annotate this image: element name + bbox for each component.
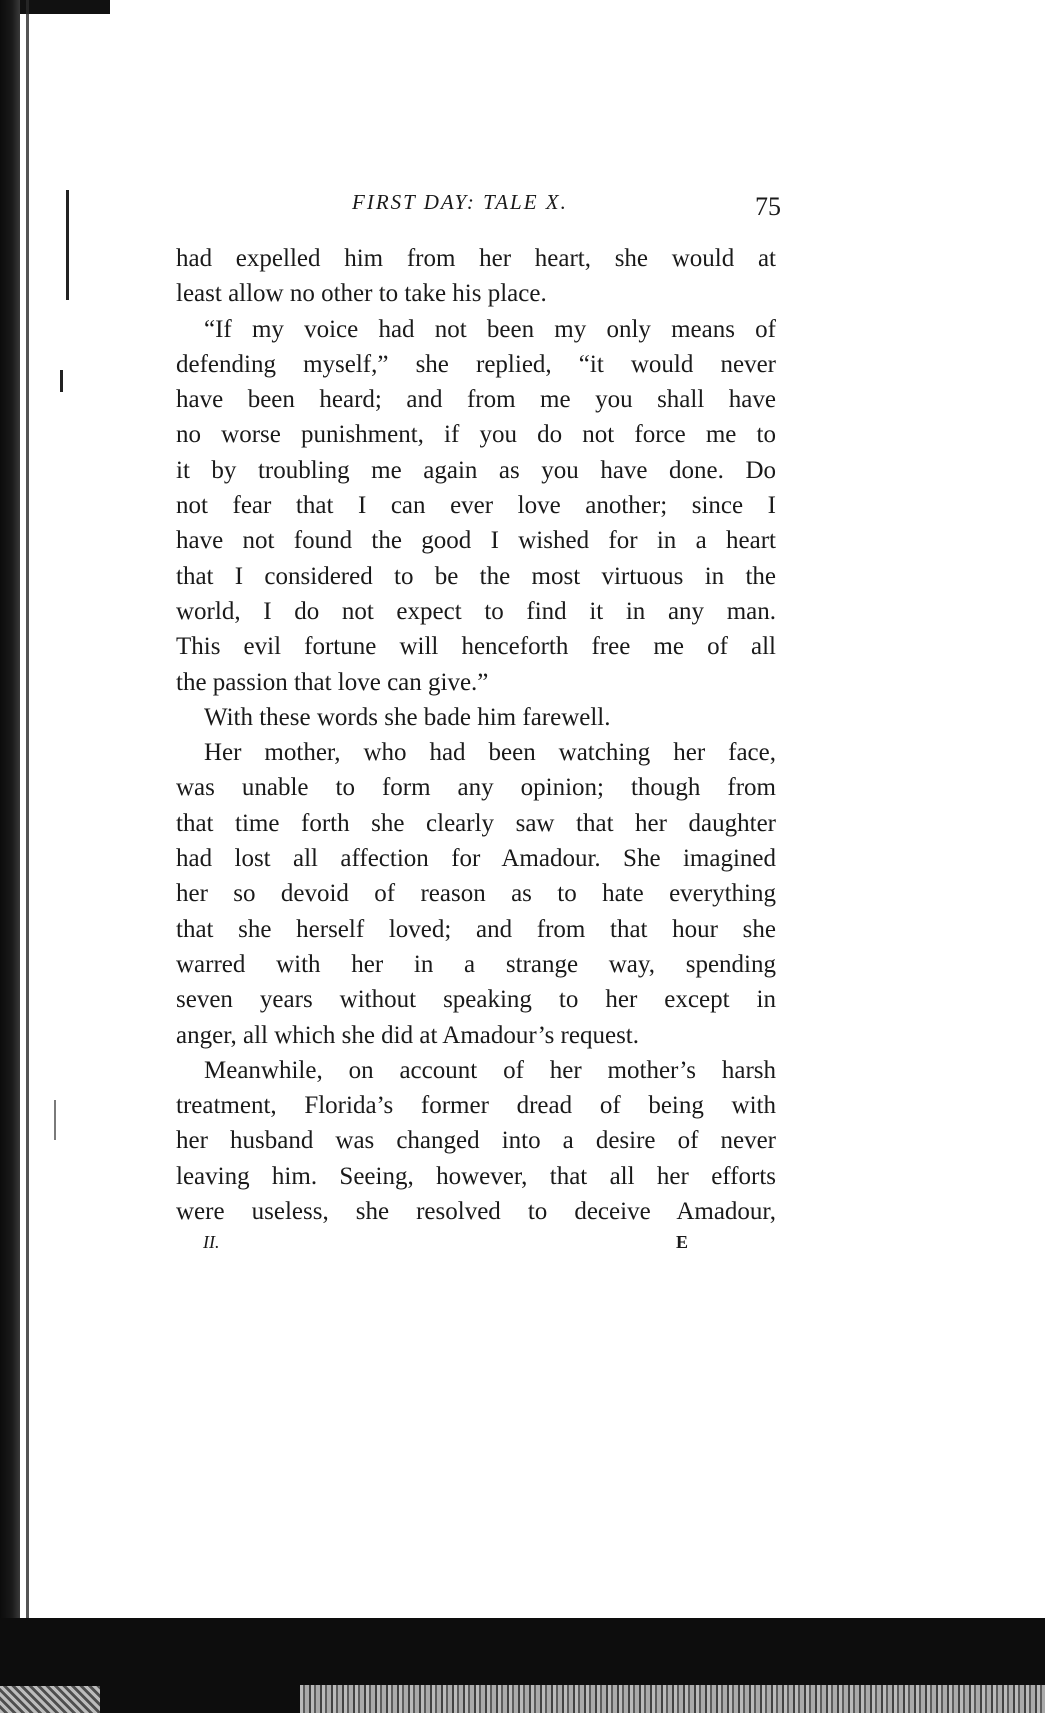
text-line: have been heard; and from me you shall have [176, 386, 776, 414]
text-line: warred with her in a strange way, spending [176, 950, 776, 978]
text-line: her so devoid of reason as to hate everything [176, 880, 776, 908]
text-line: least allow no other to take his place. [176, 280, 547, 308]
text-line: have not found the good I wished for in a heart [176, 527, 776, 555]
text-line: seven years without speaking to her except in [176, 986, 776, 1014]
body-text [176, 241, 776, 1229]
text-line: With these words she bade him farewell. [204, 703, 611, 731]
signature-volume: II. [203, 1232, 220, 1252]
running-head: FIRST DAY: TALE X. [352, 190, 568, 214]
scan-edge-left [0, 0, 20, 1713]
text-line: was unable to form any opinion; though from [176, 774, 776, 802]
text-line: that time forth she clearly saw that her daughter [176, 809, 776, 837]
text-line: it by troubling me again as you have done. Do [176, 456, 776, 484]
margin-mark [54, 1100, 56, 1140]
text-line: her husband was changed into a desire of never [176, 1127, 776, 1155]
signature-letter: E [676, 1232, 689, 1252]
text-line: This evil fortune will henceforth free me of all [176, 633, 776, 661]
text-line: defending myself,” she replied, “it would never [176, 350, 776, 378]
text-line: the passion that love can give.” [176, 668, 489, 696]
text-line: anger, all which she did at Amadour’s request. [176, 1021, 640, 1049]
page-number: 75 [755, 192, 781, 221]
text-line: that she herself loved; and from that hour she [176, 915, 776, 943]
text-line: no worse punishment, if you do not force me to [176, 421, 776, 449]
text-line: that I considered to be the most virtuous in the [176, 562, 776, 590]
text-line: treatment, Florida’s former dread of being with [176, 1092, 776, 1120]
text-line: were useless, she resolved to deceive Amadour, [176, 1198, 776, 1226]
text-line: Her mother, who had been watching her face, [204, 739, 776, 767]
margin-mark [60, 370, 63, 392]
text-line: “If my voice had not been my only means of [204, 315, 776, 343]
margin-mark [66, 190, 69, 300]
text-line: not fear that I can ever love another; since I [176, 492, 776, 520]
scan-noise [300, 1685, 1045, 1713]
text-line: world, I do not expect to find it in any man. [176, 597, 776, 625]
scan-edge-left-inner [26, 0, 29, 1713]
text-line: leaving him. Seeing, however, that all her efforts [176, 1162, 776, 1190]
text-line: Meanwhile, on account of her mother’s harsh [204, 1056, 776, 1084]
text-line: had lost all affection for Amadour. She imagined [176, 845, 776, 873]
scan-noise [0, 1686, 100, 1713]
text-line: had expelled him from her heart, she would at [176, 245, 776, 272]
